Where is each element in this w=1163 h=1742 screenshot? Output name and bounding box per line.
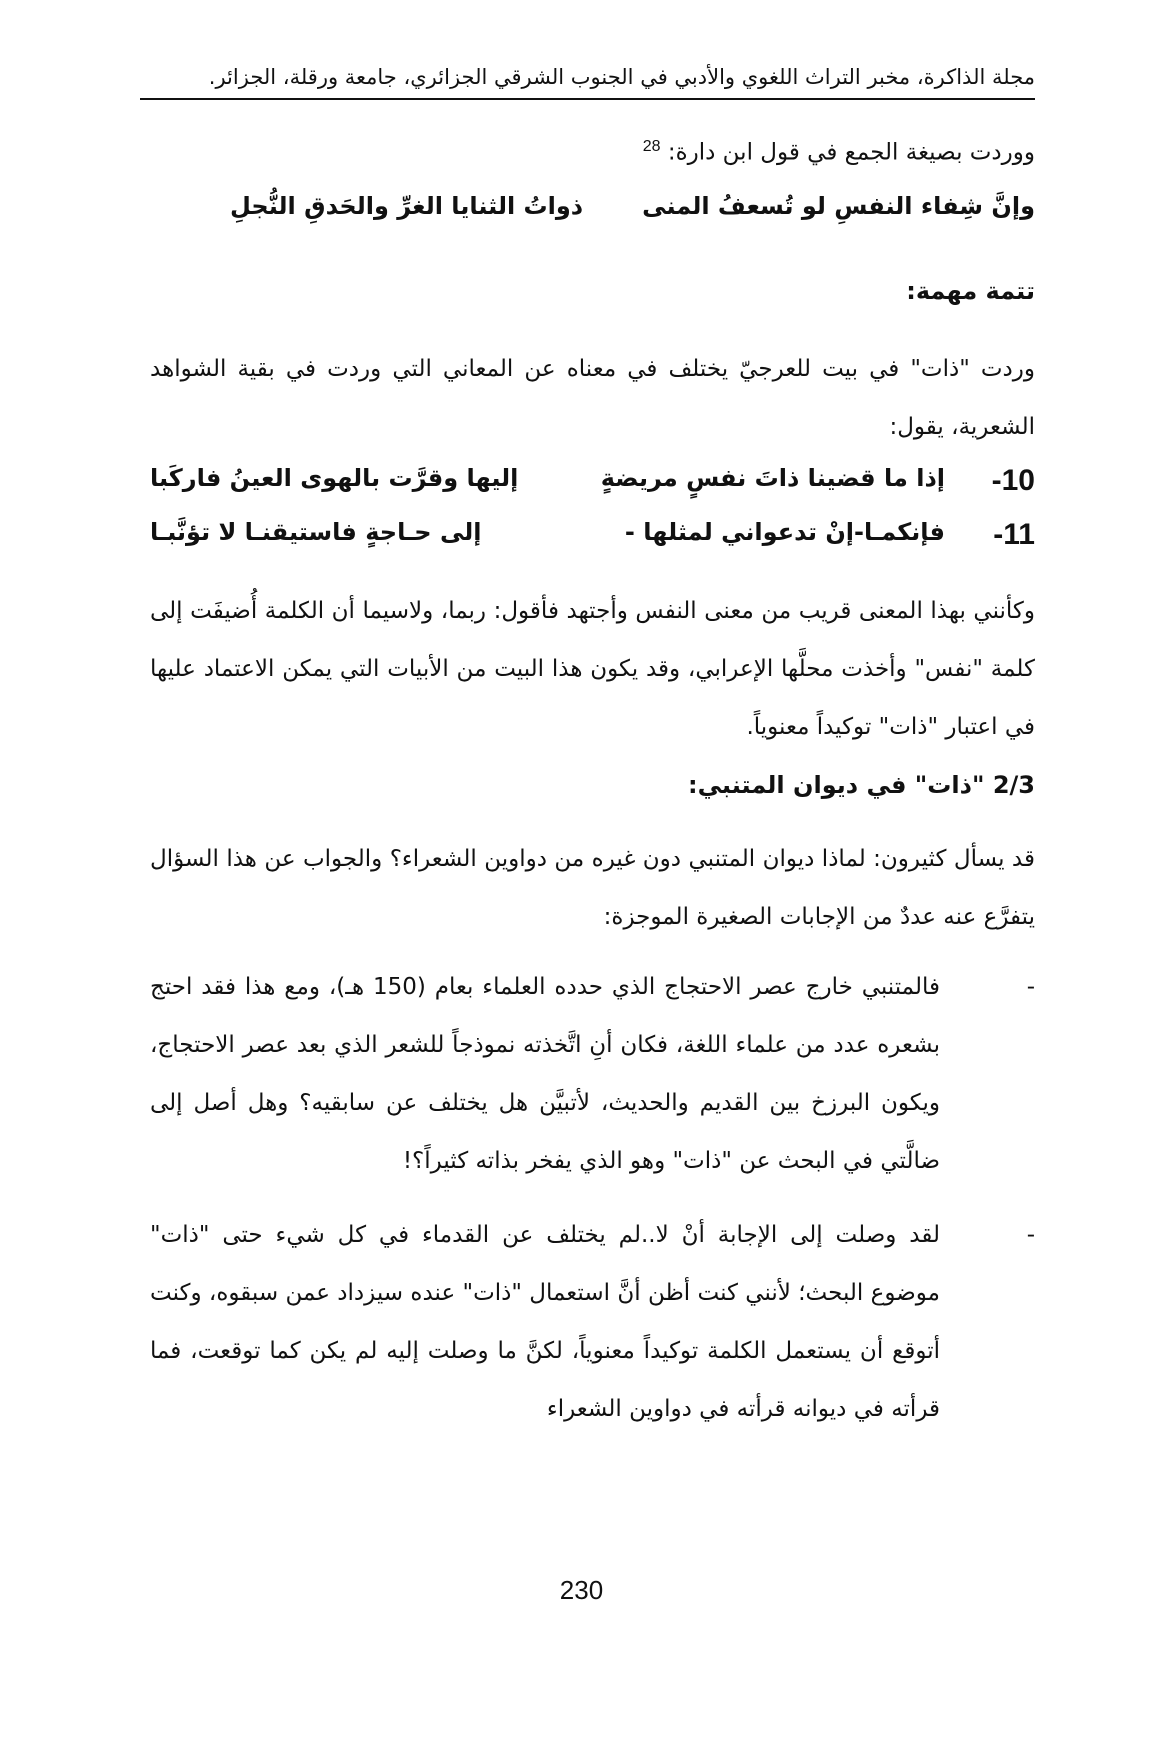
page-number: 230 <box>559 1575 604 1605</box>
section-heading-complement: تتمة مهمة: <box>906 277 1035 305</box>
bullet-text: لقد وصلت إلى الإجابة أنْ لا..لم يختلف عن القدماء في كل شيء حتى "ذات" موضوع البحث؛ لأنني كنت أظن أنَّ استعمال "ذات" عنده سيزداد عمن سبقوه، وكنت أتوقع أن يستعمل الكلمة توكيداً معنوياً، لكنَّ ما وصلت إليه لم يكن كما توقعت، فما قرأته في ديوانه قرأته في دواوين الشعراء <box>150 1222 940 1422</box>
running-header: مجلة الذاكرة، مخبر التراث اللغوي والأدبي في الجنوب الشرقي الجزائري، جامعة ورقلة، الجزائر. <box>140 62 1035 100</box>
list-item <box>150 1206 1035 1456</box>
verse-number: 11- <box>993 518 1035 551</box>
verse-hemistich-first: وإنَّ شِفاء النفسِ لو تُسعفُ المنى <box>642 192 1035 220</box>
verse-hemistich-second: إلى حـاجةٍ فاستيقنـا لا تؤنَّبـا <box>150 518 482 546</box>
verse-number: 10- <box>991 464 1035 497</box>
verse-hemistich-first: إذا ما قضينا ذاتَ نفسٍ مريضةٍ <box>600 464 945 492</box>
bullet-marker: - <box>1026 1222 1035 1248</box>
paragraph-interpretation: وكأنني بهذا المعنى قريب من معنى النفس وأجتهد فأقول: ربما، ولاسيما أن الكلمة أُضيفَت إلى كلمة "نفس" وأخذت محلَّها الإعرابي، وقد يكون هذا البيت من الأبيات التي يمكن الاعتماد عليها في اعتبار "ذات" توكيداً معنوياً. <box>150 598 1035 740</box>
verse-hemistich-first: فإنكمـا-إنْ تدعواني لمثلها - <box>624 518 945 546</box>
paragraph-arji: وردت "ذات" في بيت للعرجيّ يختلف في معناه عن المعاني التي وردت في بقية الشواهد الشعرية، يقول: <box>150 356 1035 440</box>
paragraph-why-mutanabbi: قد يسأل كثيرون: لماذا ديوان المتنبي دون غيره من دواوين الشعراء؟ والجواب عن هذا السؤال يتفرَّع عنه عددٌ من الإجابات الصغيرة الموجزة: <box>150 846 1035 930</box>
bullet-marker: - <box>1026 974 1035 1000</box>
numbered-verse-11 <box>150 518 1035 568</box>
list-item <box>150 958 1035 1208</box>
section-heading-diwan: 2/3 "ذات" في ديوان المتنبي: <box>688 771 1035 799</box>
footnote-marker: 28 <box>642 138 661 155</box>
intro-text: ووردت بصيغة الجمع في قول ابن دارة: <box>667 139 1035 166</box>
verse-ibn-dara <box>150 192 1035 242</box>
verse-hemistich-second: ذواتُ الثنايا الغرِّ والحَدقِ النُّجلِ <box>230 192 584 220</box>
numbered-verse-10 <box>150 464 1035 514</box>
intro-line <box>150 118 1035 182</box>
bullet-text: فالمتنبي خارج عصر الاحتجاج الذي حدده العلماء بعام (150 هـ)، ومع هذا فقد احتج بشعره عدد من علماء اللغة، فكان أنِ اتَّخذته نموذجاً للشعر الذي بعد عصر الاحتجاج، ويكون البرزخ بين القديم والحديث، لأتبيَّن هل يختلف عن سابقيه؟ وهل أصل إلى ضالَّتي في البحث عن "ذات" وهو الذي يفخر بذاته كثيراً؟! <box>150 974 940 1174</box>
verse-hemistich-second: إليها وقرَّت بالهوى العينُ فاركَبا <box>150 464 519 492</box>
